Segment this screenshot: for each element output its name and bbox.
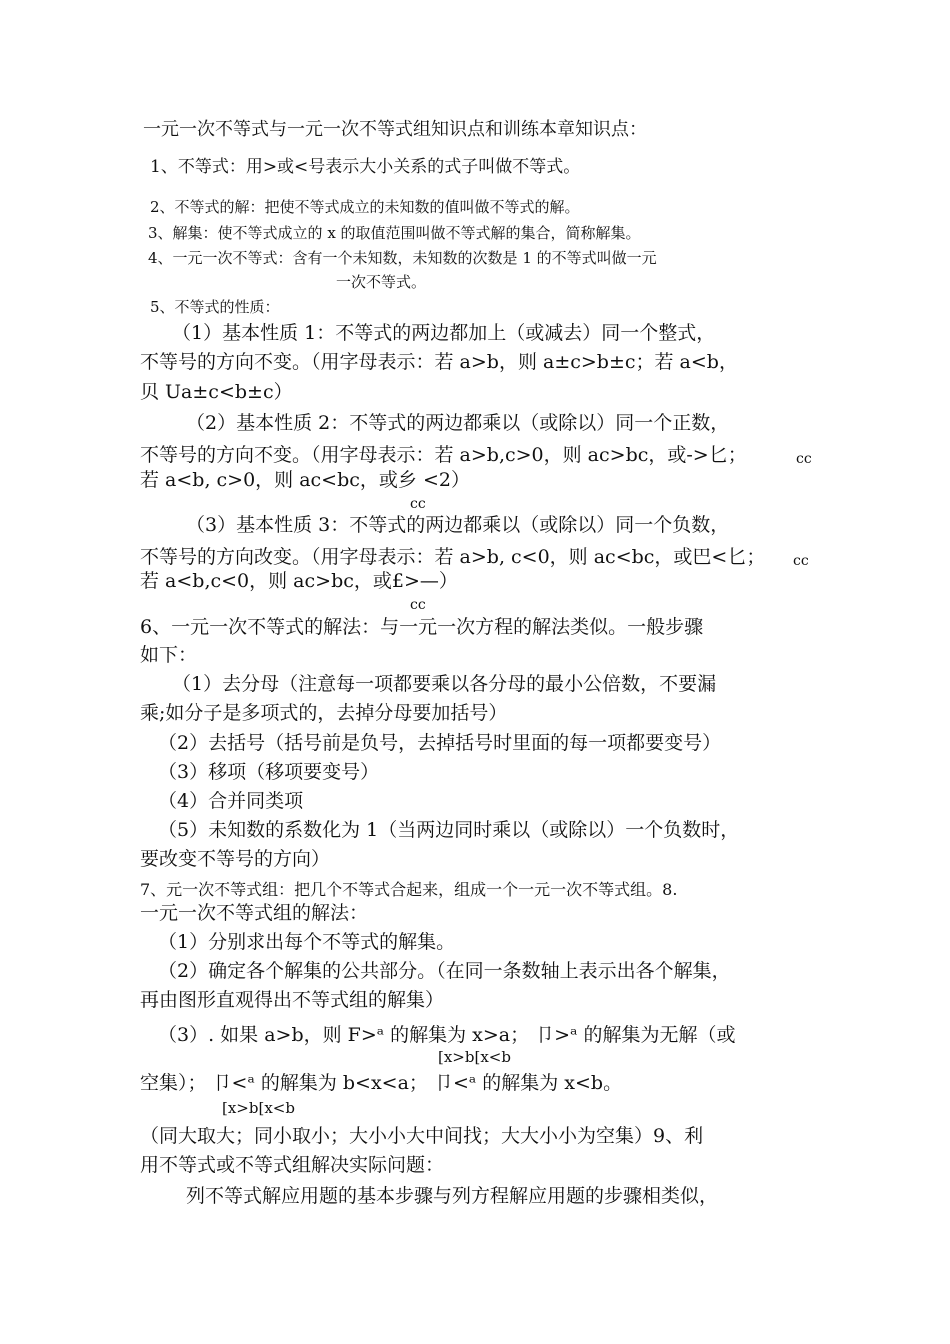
item-6-heading: 6、一元一次不等式的解法：与一元一次方程的解法类似。一般步骤 [140,616,704,638]
property-1-line-2: 不等号的方向不变。（用字母表示：若 a>b，则 a±c>b±c；若 a<b， [140,351,738,373]
system-step-1: （1）分别求出每个不等式的解集。 [158,931,456,953]
property-3-line-3: 若 a<b,c<0，则 ac>bc，或£>—） [140,570,458,592]
item-9-heading-cont: 用不等式或不等式组解决实际问题： [140,1154,445,1176]
item-5-heading: 5、不等式的性质： [150,298,280,316]
fraction-denominator: cc [410,496,426,512]
item-8-heading: 一元一次不等式组的解法： [140,902,369,924]
property-1-line-3: 贝 Ua±c<b±c） [140,381,293,403]
application-paragraph: 列不等式解应用题的基本步骤与列方程解应用题的步骤相类似， [186,1185,719,1207]
step-2: （2）去括号（括号前是负号，去掉括号时里面的每一项都要变号） [158,732,722,754]
system-step-2-cont: 再由图形直观得出不等式组的解集） [140,989,445,1011]
fraction-denominator: cc [796,451,812,467]
step-1: （1）去分母（注意每一项都要乘以各分母的最小公倍数，不要漏 [172,673,717,695]
property-3-line-1: （3）基本性质 3：不等式的两边都乘以（或除以）同一个负数， [186,514,730,536]
item-7-definition: 7、元一次不等式组：把几个不等式合起来，组成一个一元一次不等式组。8. [140,880,678,899]
item-4-definition: 4、一元一次不等式：含有一个未知数，未知数的次数是 1 的不等式叫做一元 [148,249,657,267]
property-2-line-1: （2）基本性质 2：不等式的两边都乘以（或除以）同一个正数， [186,412,730,434]
system-step-2: （2）确定各个解集的公共部分。（在同一条数轴上表示出各个解集， [158,960,731,982]
step-1-cont: 乘;如分子是多项式的，去掉分母要加括号） [140,702,508,724]
item-6-heading-cont: 如下： [140,644,198,666]
fraction-denominator: cc [793,553,809,569]
system-brace-note: [x>b[x<b [222,1099,295,1117]
property-2-line-2: 不等号的方向不变。（用字母表示：若 a>b,c>0，则 ac>bc，或->匕； [140,444,747,466]
system-step-3: （3）. 如果 a>b，则 F>ᵃ 的解集为 x>a； 卩>ᵃ 的解集为无解（或 [158,1024,736,1046]
property-2-line-3: 若 a<b, c>0，则 ac<bc，或乡 <2） [140,469,470,491]
system-step-3-cont: 空集）； 卩<ᵃ 的解集为 b<x<a； 卩<ᵃ 的解集为 x<b。 [140,1072,623,1094]
item-2-definition: 2、不等式的解：把使不等式成立的未知数的值叫做不等式的解。 [150,198,580,216]
step-5-cont: 要改变不等号的方向） [140,848,331,870]
item-1-definition: 1、不等式：用>或<号表示大小关系的式子叫做不等式。 [150,157,581,177]
step-5: （5）未知数的系数化为 1（当两边同时乘以（或除以）一个负数时， [158,819,740,841]
document-title: 一元一次不等式与一元一次不等式组知识点和训练本章知识点： [143,119,647,140]
mnemonic-line: （同大取大；同小取小；大小小大中间找；大大小小为空集）9、利 [140,1125,704,1147]
system-brace-note: [x>b[x<b [438,1048,511,1066]
fraction-denominator: cc [410,597,426,613]
step-4: （4）合并同类项 [158,790,304,812]
item-3-definition: 3、解集：使不等式成立的 x 的取值范围叫做不等式解的集合，简称解集。 [148,224,641,242]
property-3-line-2: 不等号的方向改变。（用字母表示：若 a>b, c<0，则 ac<bc，或巴<匕； [140,546,766,568]
step-3: （3）移项（移项要变号） [158,761,380,783]
item-4-definition-cont: 一次不等式。 [336,273,427,291]
property-1-line-1: （1）基本性质 1：不等式的两边都加上（或减去）同一个整式， [172,322,716,344]
